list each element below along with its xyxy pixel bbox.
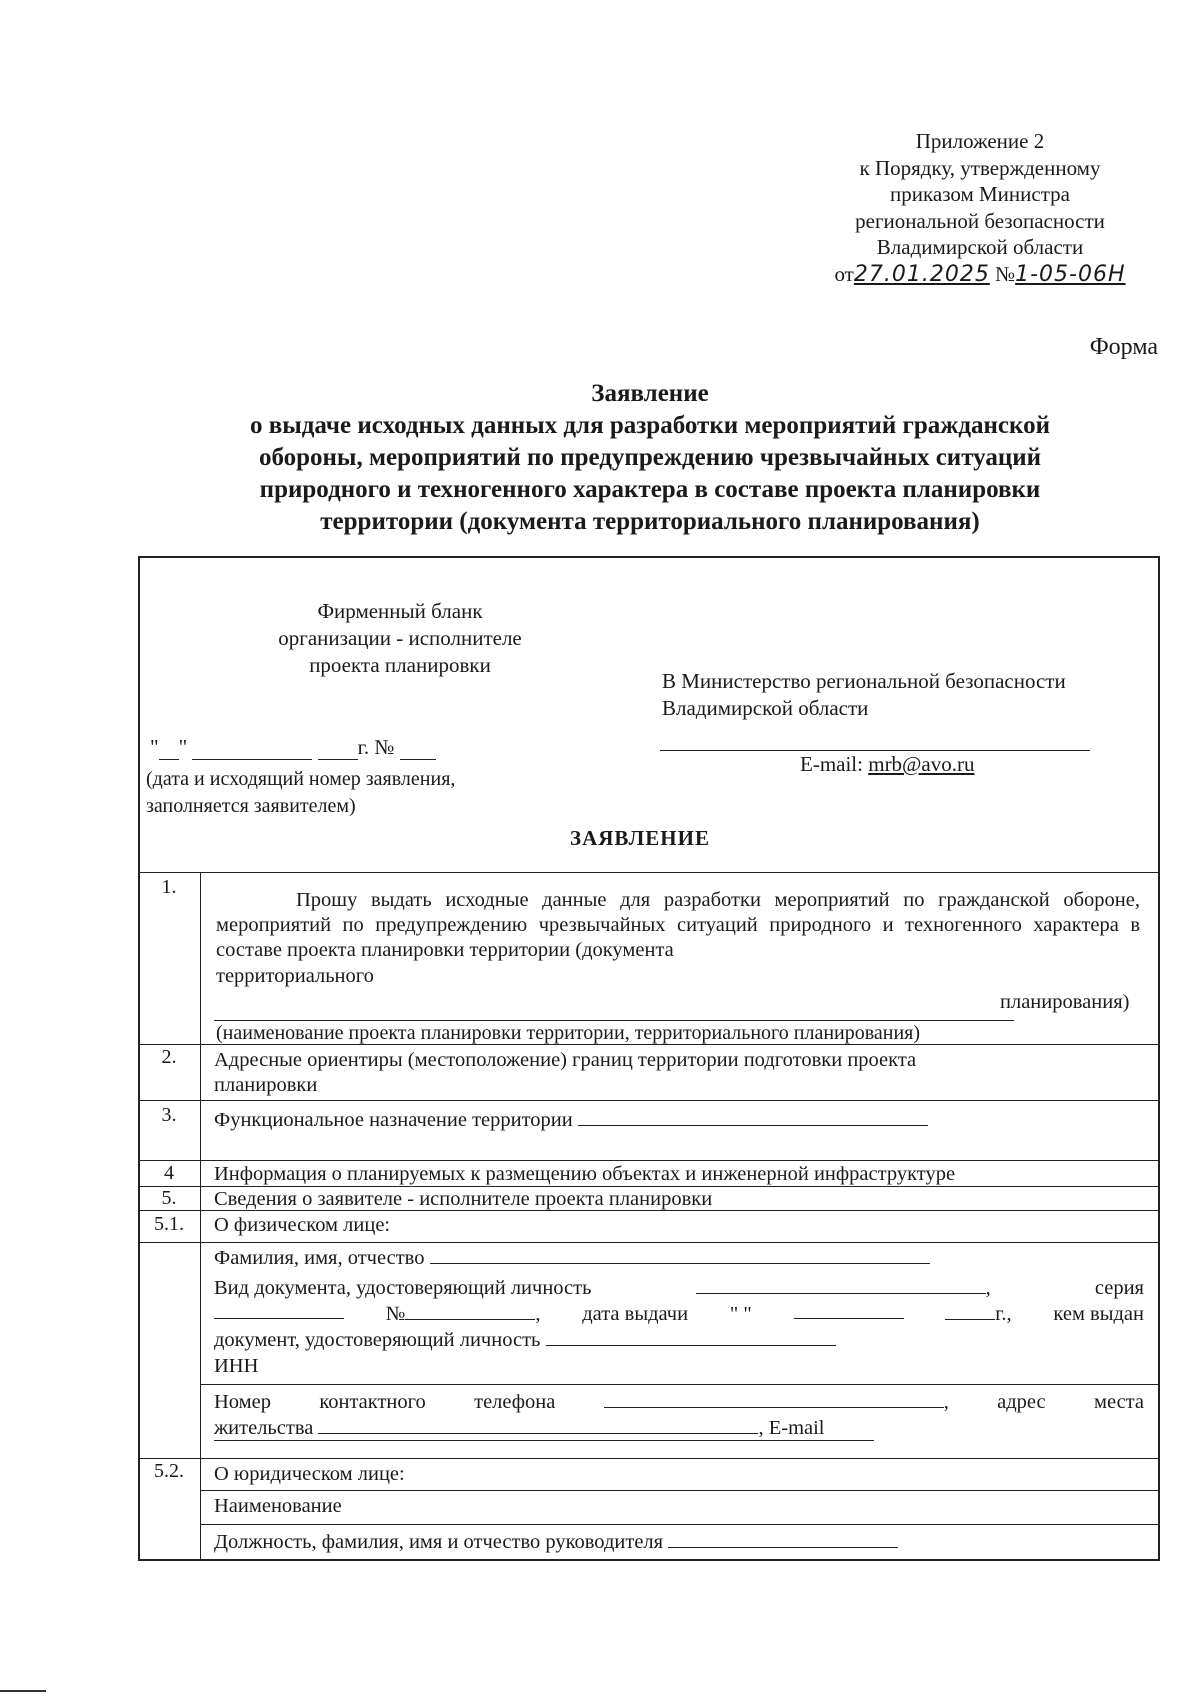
letterhead-placeholder xyxy=(220,598,580,679)
date-prefix: от xyxy=(834,261,854,286)
phone-word-1: Номер xyxy=(214,1391,271,1413)
row-52-text: О юридическом лице: xyxy=(214,1463,405,1485)
row-number-1: 1. xyxy=(161,876,177,898)
row-2-line-2: планировки xyxy=(214,1074,318,1096)
page-corner-mark xyxy=(0,1690,46,1692)
approval-line-3: приказом Министра xyxy=(890,182,1070,206)
head-line xyxy=(214,1530,898,1555)
phone-word-3: телефона xyxy=(474,1391,556,1413)
row-2-text xyxy=(214,1048,1134,1098)
date-number-line xyxy=(150,735,436,760)
title-line-4: территории (документа территориального планирования) xyxy=(320,508,980,535)
project-name-field[interactable] xyxy=(214,1020,1014,1021)
approval-block xyxy=(800,128,1160,288)
number-sign: № xyxy=(385,1303,406,1325)
year-g: г., xyxy=(995,1303,1012,1325)
approval-line-2: к Порядку, утвержденному xyxy=(859,155,1101,180)
year-field[interactable] xyxy=(318,741,358,760)
row-3-label: Функциональное назначение территории xyxy=(214,1109,573,1131)
doc-number-line: № , дата выдачи " " г., кем выдан xyxy=(214,1302,1144,1327)
residence-underline xyxy=(214,1440,874,1441)
number-prefix: № xyxy=(995,261,1016,286)
row-line-52 xyxy=(138,1458,1160,1459)
approval-line-5: Владимирской области xyxy=(876,235,1084,259)
row-number-5: 5. xyxy=(161,1187,177,1209)
document-title xyxy=(150,378,1150,538)
date-note xyxy=(146,766,455,820)
addressee-line-1: В Министерство региональной безопасности xyxy=(662,669,1066,693)
statement-heading: ЗАЯВЛЕНИЕ xyxy=(570,826,710,850)
addressee xyxy=(662,668,1152,722)
row-1-end: планирования) xyxy=(1000,991,1130,1013)
phone-line: Номер контактного телефона , адрес места xyxy=(214,1391,1144,1413)
form-label: Форма xyxy=(1089,334,1158,360)
row-3-text xyxy=(214,1108,928,1133)
approval-line-4: региональной безопасности xyxy=(855,208,1105,233)
doc-issuer-line xyxy=(214,1328,836,1353)
email-field-label: , E-mail xyxy=(758,1417,825,1439)
row-1-line-4: территориального xyxy=(216,965,374,987)
doc-type-label: Вид документа, удостоверяющий личность xyxy=(214,1277,592,1299)
issue-quote: " " xyxy=(729,1303,752,1325)
fio-field[interactable] xyxy=(430,1247,930,1264)
row-number-4: 4 xyxy=(164,1162,174,1184)
letterhead-line-2: организации - исполнителе xyxy=(278,626,522,650)
row-1-line-1: Прошу выдать исходные данные для разработки мероприятий по гражданской xyxy=(296,889,1050,911)
title-line-2: обороны, мероприятий по предупреждению чрезвычайных ситуаций xyxy=(258,444,1042,471)
inn-label: ИНН xyxy=(214,1355,259,1377)
row-line-head xyxy=(200,1524,1160,1525)
year-suffix: г. № xyxy=(357,735,395,759)
series-label: серия xyxy=(1094,1277,1144,1299)
row-line-3 xyxy=(138,1100,1160,1101)
order-number: 1-05-06Н xyxy=(1015,261,1126,287)
month-field[interactable] xyxy=(192,741,312,760)
issue-month-field[interactable] xyxy=(794,1302,904,1319)
head-label: Должность, фамилия, имя и отчество руководителя xyxy=(214,1531,664,1553)
row-line-4 xyxy=(138,1160,1160,1161)
issue-year-field[interactable] xyxy=(945,1303,995,1320)
row-line-phone xyxy=(200,1384,1160,1385)
addressee-email xyxy=(800,752,974,777)
issuer-field[interactable] xyxy=(546,1329,836,1346)
fio-line xyxy=(214,1246,930,1271)
row-number-52: 5.2. xyxy=(154,1460,184,1482)
addressee-line-2: Владимирской области xyxy=(662,696,869,720)
outgoing-number-field[interactable] xyxy=(400,741,436,760)
row-number-3: 3. xyxy=(161,1104,177,1126)
function-field[interactable] xyxy=(578,1109,928,1126)
addr-word-1: адрес xyxy=(997,1391,1046,1413)
email-label: E-mail: xyxy=(800,752,863,776)
doc-type-field[interactable] xyxy=(696,1277,986,1294)
row-1-line-2: обороне, мероприятий по предупреждению чрезвычайных ситуаций природного xyxy=(216,889,1140,936)
row-4-text: Информация о планируемых к размещению объектах и инженерной инфраструктуре xyxy=(214,1163,956,1185)
doc-line-label: документ, удостоверяющий личность xyxy=(214,1329,541,1351)
row-number-2: 2. xyxy=(161,1046,177,1068)
letterhead-line-3: проекта планировки xyxy=(309,653,491,677)
project-name-note: (наименование проекта планировки территории, территориального планирования) xyxy=(216,1022,921,1044)
date-note-line-2: заполняется заявителем) xyxy=(146,795,356,817)
fio-label: Фамилия, имя, отчество xyxy=(214,1247,425,1269)
date-note-line-1: (дата и исходящий номер заявления, xyxy=(146,768,456,790)
row-5-text: Сведения о заявителе - исполнителе проекта планировки xyxy=(214,1188,713,1210)
row-51-text: О физическом лице: xyxy=(214,1214,391,1236)
title-line-3: природного и техногенного характера в составе проекта планировки xyxy=(259,476,1041,503)
approval-line-1: Приложение 2 xyxy=(915,129,1045,153)
row-1-text xyxy=(216,888,1140,963)
residence-line xyxy=(214,1416,825,1441)
row-1-line-3: и техногенного характера в составе проекта планировки территории (документа xyxy=(216,914,1140,961)
phone-word-2: контактного xyxy=(319,1391,426,1413)
doc-type-line: Вид документа, удостоверяющий личность , серия xyxy=(214,1277,1144,1299)
series-field[interactable] xyxy=(214,1302,344,1319)
row-number-51: 5.1. xyxy=(154,1213,184,1235)
email-link[interactable]: mrb@avo.ru xyxy=(868,752,975,776)
row-2-line-1: Адресные ориентиры (местоположение) границ территории подготовки проекта xyxy=(214,1049,917,1071)
title-heading: Заявление xyxy=(591,380,709,407)
addr-word-2: места xyxy=(1093,1391,1144,1413)
quote-open: " xyxy=(150,735,159,759)
addressee-rule xyxy=(660,750,1090,751)
row-line-51-body xyxy=(138,1242,1160,1243)
legal-name-label: Наименование xyxy=(214,1495,342,1517)
letterhead-line-1: Фирменный бланк xyxy=(317,599,483,623)
quote-close: " xyxy=(178,735,188,759)
day-field[interactable] xyxy=(159,741,179,760)
doc-number-field[interactable] xyxy=(405,1303,535,1320)
row-line-name xyxy=(200,1490,1160,1491)
issued-by-label: кем выдан xyxy=(1053,1303,1144,1325)
approval-order-line xyxy=(800,261,1160,289)
head-field[interactable] xyxy=(668,1531,898,1548)
table-top-line xyxy=(138,872,1160,873)
order-date: 27.01.2025 xyxy=(853,261,990,287)
title-line-1: о выдаче исходных данных для разработки мероприятий гражданской xyxy=(250,412,1050,439)
address-field[interactable] xyxy=(318,1417,758,1434)
residence-label: жительства xyxy=(214,1417,314,1439)
phone-field[interactable] xyxy=(604,1391,944,1408)
issue-date-label: дата выдачи xyxy=(582,1303,689,1325)
